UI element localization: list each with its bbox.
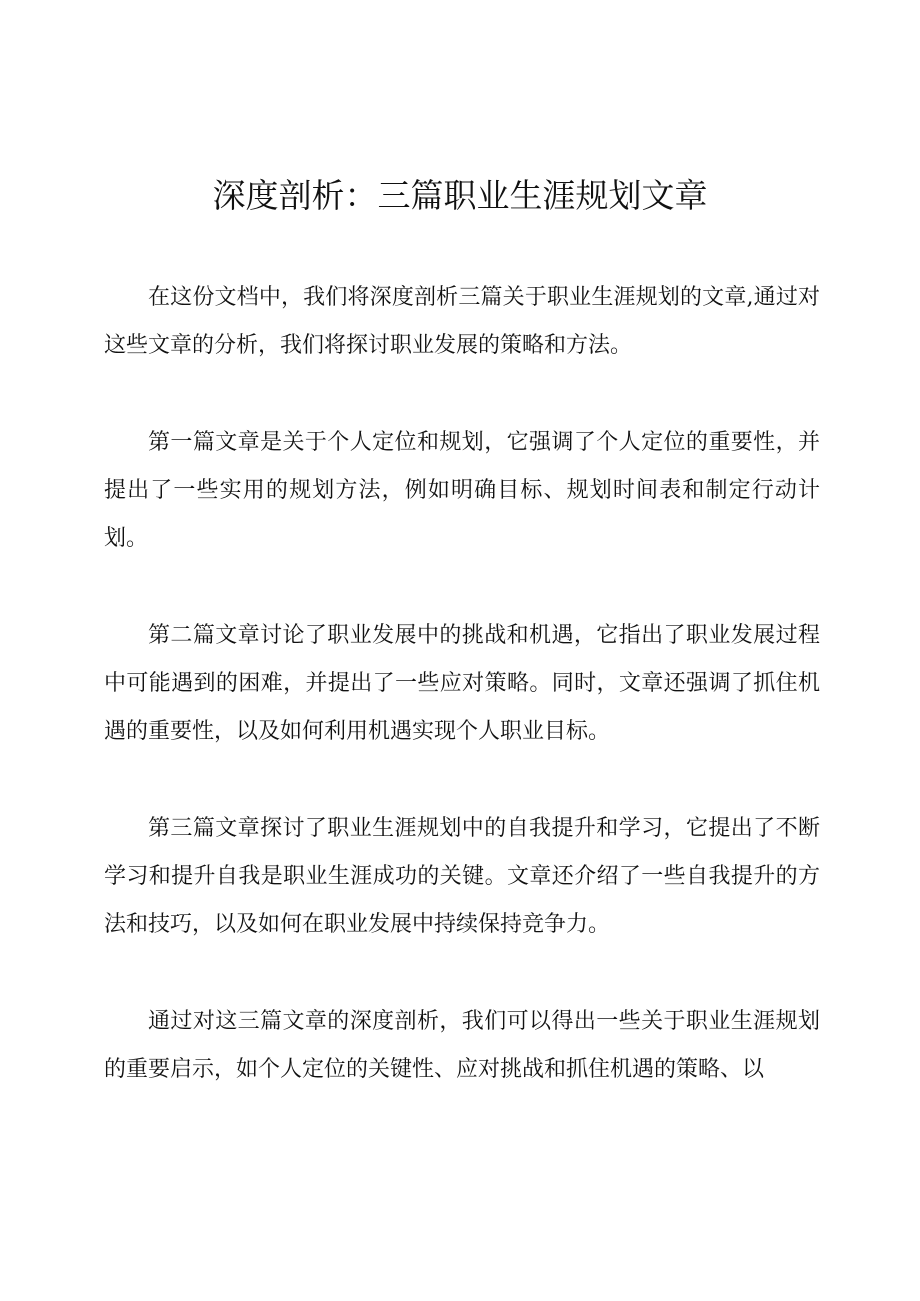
paragraph-article-one: 第一篇文章是关于个人定位和规划，它强调了个人定位的重要性，并提出了一些实用的规划方法，例如明确目标、规划时间表和制定行动计划。 [104,430,820,551]
paragraph-intro: 在这份文档中，我们将深度剖析三篇关于职业生涯规划的文章,通过对这些文章的分析，我们将探讨职业发展的策略和方法。 [104,285,820,358]
document-body [104,274,820,1143]
paragraph-article-three: 第三篇文章探讨了职业生涯规划中的自我提升和学习，它提出了不断学习和提升自我是职业生涯成功的关键。文章还介绍了一些自我提升的方法和技巧，以及如何在职业发展中持续保持竞争力。 [104,816,820,937]
paragraph-conclusion: 通过对这三篇文章的深度剖析，我们可以得出一些关于职业生涯规划的重要启示，如个人定位的关键性、应对挑战和抓住机遇的策略、以 [104,1009,820,1082]
paragraph-article-two: 第二篇文章讨论了职业发展中的挑战和机遇，它指出了职业发展过程中可能遇到的困难，并提出了一些应对策略。同时，文章还强调了抓住机遇的重要性，以及如何利用机遇实现个人职业目标。 [104,623,820,744]
document-title: 深度剖析：三篇职业生涯规划文章 [212,176,708,215]
